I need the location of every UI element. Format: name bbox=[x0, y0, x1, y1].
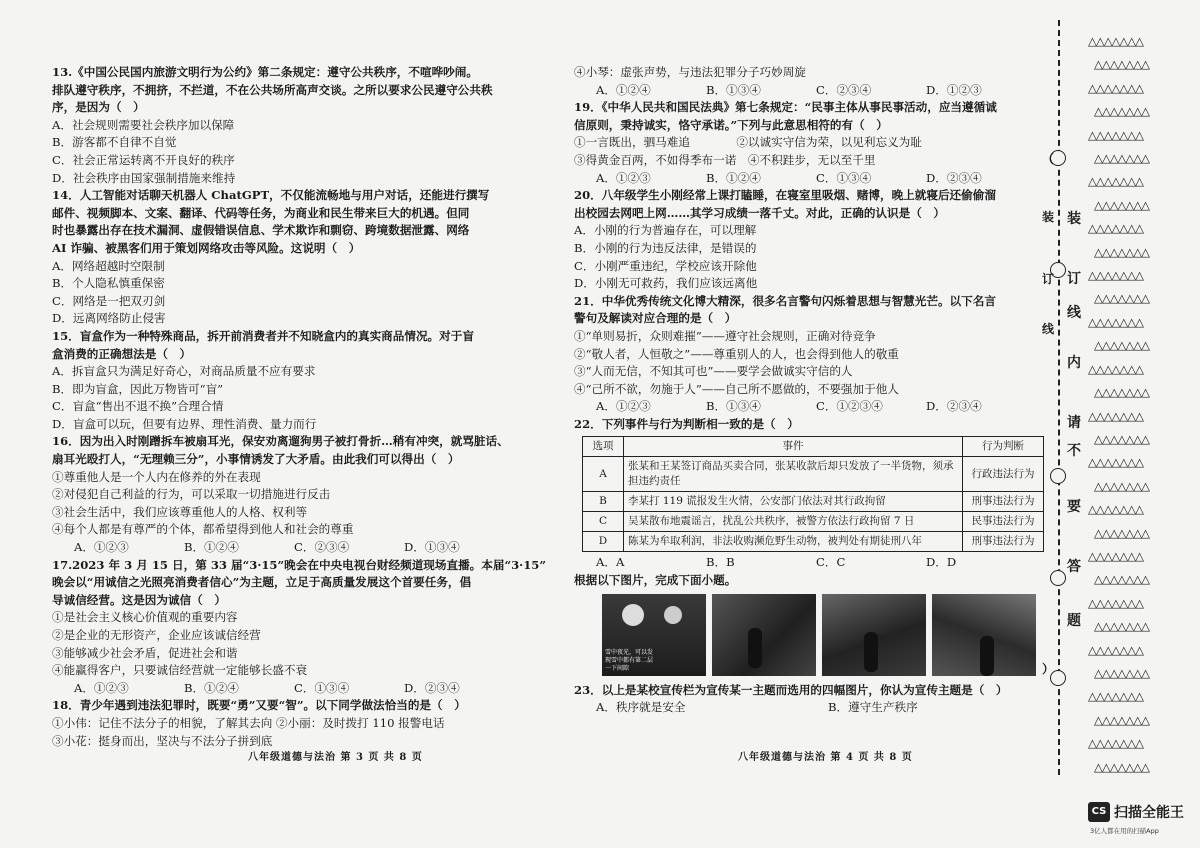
photo-figure bbox=[980, 636, 994, 676]
question-stem-line: 导诚信经营。这是因为诚信（ ） bbox=[52, 592, 226, 607]
question-line: B．即为盲盒，因此万物皆可“盲” bbox=[52, 381, 224, 396]
triangle-row: △△△△△△△ bbox=[1088, 548, 1143, 563]
binding-side-char: ） bbox=[1042, 662, 1055, 676]
answer-options bbox=[52, 539, 552, 557]
triangle-row: △△△△△△△ bbox=[1088, 455, 1143, 470]
table-cell-event: 张某和王某签订商品买卖合同，张某收款后却只发放了一半货物，须承担违约责任 bbox=[624, 457, 963, 492]
answer-option: C．①②③④ bbox=[816, 399, 883, 414]
question-stem-line: AI 诈骗、被黑客们用于策划网络攻击等风险。这说明（ ） bbox=[52, 240, 361, 255]
triangle-row: △△△△△△△ bbox=[1088, 34, 1143, 48]
triangle-row: △△△△△△△ bbox=[1088, 361, 1143, 376]
right-page bbox=[574, 64, 1044, 717]
answer-option: B．①③④ bbox=[706, 399, 761, 414]
binding-label-char: 不 bbox=[1067, 443, 1081, 459]
answer-options bbox=[52, 680, 552, 698]
question-stem-line: 22．下列事件与行为判断相一致的是（ ） bbox=[574, 416, 799, 431]
answer-option: A．①②③ bbox=[74, 540, 129, 555]
question-line: D．远离网络防止侵害 bbox=[52, 311, 166, 326]
triangle-row: △△△△△△△ bbox=[1094, 291, 1149, 306]
question-line: ③社会生活中，我们应该尊重他人的人格、权利等 bbox=[52, 504, 308, 519]
photo-figure bbox=[748, 628, 762, 668]
question-line: ①一言既出，驷马难追 ②以诚实守信为荣，以见利忘义为耻 bbox=[574, 135, 922, 150]
question-line: A．网络超越时空限制 bbox=[52, 258, 165, 273]
table-cell-opt: A bbox=[583, 457, 624, 492]
answer-option: C．②③④ bbox=[294, 540, 350, 555]
table-cell-event: 李某打 119 谎报发生火情，公安部门依法对其行政拘留 bbox=[624, 492, 963, 512]
question-line: B．个人隐私慎重保密 bbox=[52, 276, 165, 291]
question-line: ①尊重他人是一个人内在修养的外在表现 bbox=[52, 469, 261, 484]
question-stem-line: 排队遵守秩序，不拥挤，不拦道，不在公共场所高声交谈。之所以要求公民遵守公共秩 bbox=[52, 82, 493, 97]
triangle-row: △△△△△△△ bbox=[1094, 572, 1149, 587]
answer-option: A．秩序就是安全 bbox=[596, 700, 686, 715]
triangle-row: △△△△△△△ bbox=[1094, 665, 1149, 680]
question-stem-line: 信原则，秉持诚实，恪守承诺。”下列与此意思相符的有（ ） bbox=[574, 117, 888, 132]
question-stem-line: 警句及解读对应合理的是（ ） bbox=[574, 311, 737, 326]
question-line: ④“己所不欲，勿施于人”——自己所不愿做的，不要强加于他人 bbox=[574, 381, 899, 396]
question-line: C．盲盒“售出不退不换”合理合情 bbox=[52, 399, 224, 414]
question-stem-line: 序，是因为（ ） bbox=[52, 100, 145, 115]
question-line: D．社会秩序由国家强制措施来维持 bbox=[52, 170, 236, 185]
answer-option: D．②③④ bbox=[926, 170, 982, 185]
question-line: ③小花：挺身而出，坚决与不法分子拼到底 bbox=[52, 733, 273, 748]
question-line: A．小刚的行为普遍存在，可以理解 bbox=[574, 223, 757, 238]
question-line: A．社会规则需要社会秩序加以保障 bbox=[52, 117, 235, 132]
question-stem-line: 出校园去网吧上网……其学习成绩一落千丈。对此，正确的认识是（ ） bbox=[574, 205, 946, 220]
question-stem-line: 15．盲盒作为一种特殊商品，拆开前消费者并不知晓盒内的真实商品情况。对于盲 bbox=[52, 328, 474, 343]
promo-photo bbox=[602, 594, 706, 676]
answer-option: D．②③④ bbox=[926, 399, 982, 414]
scanner-name: 扫描全能王 bbox=[1114, 805, 1184, 821]
table-cell-judge: 刑事违法行为 bbox=[963, 492, 1044, 512]
question-line: ④小琴：虚张声势，与违法犯罪分子巧妙周旋 bbox=[574, 65, 806, 79]
binding-dashed-line bbox=[1058, 20, 1060, 775]
answer-option: C．②③④ bbox=[816, 82, 872, 97]
answer-option: A．①②③ bbox=[74, 680, 129, 695]
answer-option: B．B bbox=[706, 555, 735, 570]
triangle-row: △△△△△△△ bbox=[1088, 408, 1143, 423]
triangle-row: △△△△△△△ bbox=[1094, 525, 1149, 540]
scanner-tagline: 3亿人都在用的扫描App bbox=[1090, 827, 1159, 835]
question-line: ②“敬人者，人恒敬之”——尊重别人的人，也会得到他人的敬重 bbox=[574, 346, 899, 361]
scanner-logo-icon: CS bbox=[1088, 802, 1110, 822]
answer-options bbox=[574, 554, 1044, 572]
question-line: ③能够减少社会矛盾，促进社会和谐 bbox=[52, 645, 238, 660]
triangle-row: △△△△△△△ bbox=[1088, 502, 1143, 517]
question-line: B．游客都不自律不自觉 bbox=[52, 135, 177, 150]
question-line: D．盲盒可以玩，但要有边界、理性消费、量力而行 bbox=[52, 416, 317, 431]
triangle-row: △△△△△△△ bbox=[1088, 80, 1143, 95]
answer-option: A．①②③ bbox=[596, 399, 651, 414]
question-stem-line: 14．人工智能对话聊天机器人 ChatGPT，不仅能流畅地与用户对话，还能进行撰写 bbox=[52, 188, 490, 203]
photo-strip bbox=[602, 594, 1044, 676]
triangle-row: △△△△△△△ bbox=[1094, 759, 1149, 774]
promo-photo bbox=[932, 594, 1036, 676]
binding-label-char: 请 bbox=[1067, 415, 1081, 431]
answer-option: B．①②④ bbox=[184, 540, 239, 555]
table-cell-judge: 民事违法行为 bbox=[963, 512, 1044, 532]
photo-light-spot bbox=[664, 606, 682, 624]
answer-option: D．D bbox=[926, 555, 957, 570]
table-row bbox=[583, 457, 1044, 492]
binding-label-char: 线 bbox=[1067, 305, 1081, 321]
binding-label-char: 题 bbox=[1067, 613, 1081, 629]
triangle-row: △△△△△△△ bbox=[1088, 268, 1143, 283]
question-line: ④能赢得客户，只要诚信经营就一定能够长盛不衰 bbox=[52, 663, 308, 678]
question-line: ③“人而无信，不知其可也”——要学会做诚实守信的人 bbox=[574, 364, 853, 379]
question-stem-line: 16．因为出入时刚蹭拆车被扇耳光，保安劝离遛狗男子被打骨折…稍有冲突，就骂脏话、 bbox=[52, 434, 509, 449]
answer-option: C．①③④ bbox=[816, 170, 872, 185]
triangle-row: △△△△△△△ bbox=[1094, 338, 1149, 353]
question-stem-line: 21．中华优秀传统文化博大精深，很多名言警句闪烁着思想与智慧光芒。以下名言 bbox=[574, 293, 996, 308]
answer-option: D．①③④ bbox=[404, 540, 460, 555]
table-cell-opt: B bbox=[583, 492, 624, 512]
triangle-row: △△△△△△△ bbox=[1094, 431, 1149, 446]
answer-option: D．②③④ bbox=[404, 680, 460, 695]
table-cell-judge: 行政违法行为 bbox=[963, 457, 1044, 492]
promo-photo bbox=[822, 594, 926, 676]
triangle-row: △△△△△△△ bbox=[1094, 244, 1149, 259]
triangle-row: △△△△△△△ bbox=[1094, 712, 1149, 727]
question-line: ③得黄金百两，不如得季布一诺 ④不积跬步，无以至千里 bbox=[574, 152, 876, 167]
question-line: A．拆盲盒只为满足好奇心，对商品质量不应有要求 bbox=[52, 364, 316, 379]
table-row bbox=[583, 512, 1044, 532]
binding-label-char: 订 bbox=[1067, 271, 1081, 287]
triangle-row: △△△△△△△ bbox=[1088, 689, 1143, 704]
question-line: ②对侵犯自己利益的行为，可以采取一切措施进行反击 bbox=[52, 487, 331, 502]
question-stem-line: 时也暴露出存在技术漏洞、虚假错误信息、学术欺诈和剽窃、跨境数据泄露、网络 bbox=[52, 223, 470, 238]
binding-label-char: 内 bbox=[1067, 355, 1081, 371]
table-cell-event: 吴某散布地震谣言，扰乱公共秩序，被警方依法行政拘留 7 日 bbox=[624, 512, 963, 532]
table-header: 事件 bbox=[624, 437, 963, 457]
binding-side-char: 装 bbox=[1042, 210, 1055, 224]
answer-options bbox=[574, 398, 1044, 416]
binding-label-char: 装 bbox=[1067, 211, 1081, 227]
photo-caption: 雪中夜光，可以发现雪中都有第二层一下间隙 bbox=[605, 648, 654, 672]
triangle-row: △△△△△△△ bbox=[1088, 736, 1143, 751]
table-cell-judge: 刑事违法行为 bbox=[963, 532, 1044, 552]
left-page bbox=[52, 64, 552, 750]
question-line: C．小刚严重违纪，学校应该开除他 bbox=[574, 258, 757, 273]
triangle-row: △△△△△△△ bbox=[1088, 127, 1143, 142]
answer-option: C．①③④ bbox=[294, 680, 350, 695]
answer-option: A．①②③ bbox=[596, 170, 651, 185]
binding-hole-icon bbox=[1050, 468, 1066, 484]
triangle-row: △△△△△△△ bbox=[1088, 642, 1143, 657]
promo-photo bbox=[712, 594, 816, 676]
triangle-row: △△△△△△△ bbox=[1088, 314, 1143, 329]
triangle-row: △△△△△△△ bbox=[1088, 595, 1143, 610]
event-judgement-table bbox=[582, 436, 1044, 552]
triangle-row: △△△△△△△ bbox=[1094, 478, 1149, 493]
question-stem-line: 19．《中华人民共和国民法典》第七条规定：“民事主体从事民事活动，应当遵循诚 bbox=[574, 100, 997, 115]
triangle-pattern bbox=[1088, 30, 1178, 779]
binding-label-char: 答 bbox=[1067, 559, 1081, 575]
triangle-row: △△△△△△△ bbox=[1088, 174, 1143, 189]
answer-options bbox=[574, 699, 1044, 717]
question-stem-line: 13.《中国公民国内旅游文明行为公约》第二条规定：遵守公共秩序，不喧哗吵闹。 bbox=[52, 65, 478, 79]
question-line: C．社会正常运转离不开良好的秩序 bbox=[52, 152, 235, 167]
question-line: C．网络是一把双刃剑 bbox=[52, 293, 166, 308]
question-stem-line: 23．以上是某校宣传栏为宣传某一主题而选用的四幅图片，你认为宣传主题是（ ） bbox=[574, 682, 1008, 697]
photo-figure bbox=[864, 632, 878, 672]
triangle-row: △△△△△△△ bbox=[1094, 104, 1149, 119]
answer-option: C．C bbox=[816, 555, 846, 570]
left-footer: 八年级道德与法治 第 3 页 共 8 页 bbox=[248, 752, 423, 763]
triangle-row: △△△△△△△ bbox=[1088, 221, 1143, 236]
answer-option: A．①②④ bbox=[596, 82, 651, 97]
question-stem-line: 根据以下图片，完成下面小题。 bbox=[574, 573, 737, 588]
answer-option: B．①②④ bbox=[184, 680, 239, 695]
answer-option: A．A bbox=[596, 555, 625, 570]
question-line: D．小刚无可救药，我们应该远离他 bbox=[574, 276, 758, 291]
table-row bbox=[583, 492, 1044, 512]
question-stem-line: 扇耳光殴打人，“无理赖三分”，小事情诱发了大矛盾。由此我们可以得出（ ） bbox=[52, 452, 460, 467]
question-stem-line: 邮件、视频脚本、文案、翻译、代码等任务，为商业和民生带来巨大的机遇。但同 bbox=[52, 205, 470, 220]
scanner-watermark bbox=[1088, 800, 1200, 840]
answer-option: B．①③④ bbox=[706, 82, 761, 97]
question-line: ①小伟：记住不法分子的相貌，了解其去向 ②小丽：及时拨打 110 报警电话 bbox=[52, 715, 445, 730]
triangle-row: △△△△△△△ bbox=[1094, 197, 1149, 212]
binding-side-char: 线 bbox=[1042, 322, 1055, 336]
question-line: ①是社会主义核心价值观的重要内容 bbox=[52, 610, 238, 625]
answer-options bbox=[574, 170, 1044, 188]
triangle-row: △△△△△△△ bbox=[1094, 385, 1149, 400]
answer-option: B．遵守生产秩序 bbox=[828, 700, 918, 715]
question-stem-line: 晚会以“用诚信之光照亮消费者信心”为主题，立足于高质量发展这个首要任务，倡 bbox=[52, 575, 472, 590]
question-stem-line: 20．八年级学生小刚经常上课打瞌睡，在寝室里吸烟、赌博，晚上就寝后还偷偷溜 bbox=[574, 188, 996, 203]
question-stem-line: 17.2023 年 3 月 15 日，第 33 届“3·15”晚会在中央电视台财经频道现场直播。本届“3·15” bbox=[52, 557, 547, 572]
table-cell-event: 陈某为牟取利润，非法收购濒危野生动物，被判处有期徒刑八年 bbox=[624, 532, 963, 552]
table-header: 选项 bbox=[583, 437, 624, 457]
binding-side-char: 订 bbox=[1042, 272, 1055, 286]
question-stem-line: 盒消费的正确想法是（ ） bbox=[52, 346, 192, 361]
answer-option: B．①②④ bbox=[706, 170, 761, 185]
triangle-row: △△△△△△△ bbox=[1094, 57, 1149, 72]
binding-hole-icon bbox=[1050, 570, 1066, 586]
triangle-row: △△△△△△△ bbox=[1094, 151, 1149, 166]
question-line: ④每个人都是有尊严的个体，都希望得到他人和社会的尊重 bbox=[52, 522, 354, 537]
question-stem-line: 18．青少年遇到违法犯罪时，既要“勇”又要“智”。以下同学做法恰当的是（ ） bbox=[52, 698, 466, 713]
table-row bbox=[583, 532, 1044, 552]
answer-option: D．①②③ bbox=[926, 82, 982, 97]
question-line: B．小刚的行为违反法律，是错误的 bbox=[574, 240, 757, 255]
table-cell-opt: D bbox=[583, 532, 624, 552]
binding-label-char: 要 bbox=[1067, 499, 1081, 515]
photo-light-spot bbox=[622, 604, 644, 626]
right-footer: 八年级道德与法治 第 4 页 共 8 页 bbox=[738, 752, 913, 763]
table-header: 行为判断 bbox=[963, 437, 1044, 457]
binding-side-char: （ bbox=[1042, 152, 1055, 166]
triangle-row: △△△△△△△ bbox=[1094, 619, 1149, 634]
question-line: ②是企业的无形资产，企业应该诚信经营 bbox=[52, 628, 261, 642]
answer-options bbox=[574, 82, 1044, 100]
table-cell-opt: C bbox=[583, 512, 624, 532]
question-line: ①“单则易折，众则难摧”——遵守社会规则，正确对待竞争 bbox=[574, 328, 876, 343]
